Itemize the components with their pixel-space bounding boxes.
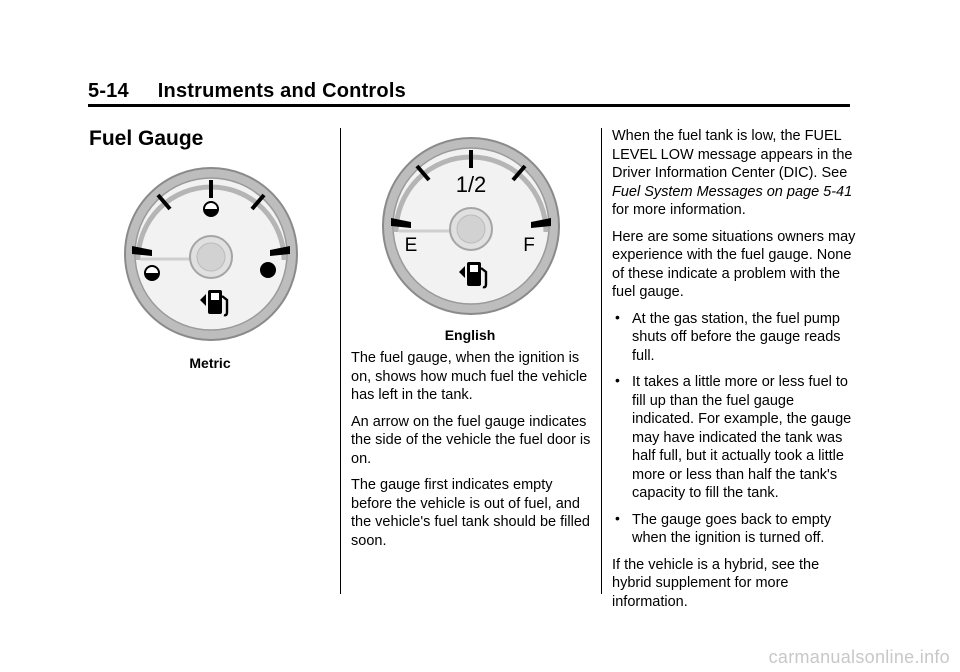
bullet-icon: • (615, 372, 620, 388)
bullet-icon: • (615, 308, 620, 325)
paragraph: Here are some situations owners may experience with the fuel gauge. None of these indicate a problem with the fuel gauge. (612, 228, 856, 300)
half-label: 1/2 (455, 172, 487, 197)
english-fuel-gauge-figure (373, 134, 569, 320)
bullet-icon: • (615, 509, 620, 526)
half-marker-icon (204, 202, 218, 216)
column-divider-left (340, 128, 341, 594)
paragraph: The gauge first indicates empty before the vehicle is out of fuel, and the vehicle's fuel tank should be filled soon. (351, 477, 590, 549)
empty-marker-icon (145, 266, 159, 280)
list-item: • It takes a little more or less fuel to fill up than the fuel gauge indicated. For example, the gauge may have indicated the tank was half full, but it actually took a little more or less than half the tank's capacity to fill the tank. (615, 372, 852, 501)
header-rule (88, 104, 850, 107)
full-marker-icon (260, 262, 276, 278)
paragraph: If the vehicle is a hybrid, see the hybrid supplement for more information. (612, 556, 820, 610)
column-divider-right (601, 128, 602, 594)
metric-fuel-gauge-figure (116, 166, 306, 346)
bullet-list (612, 310, 856, 548)
middle-column (351, 349, 591, 558)
page-header (88, 80, 406, 103)
section-title: Fuel Gauge (89, 127, 204, 150)
english-caption: English (444, 327, 496, 343)
empty-label: E (404, 235, 418, 256)
full-label: F (523, 235, 535, 256)
page-number: 5-14 (88, 80, 129, 102)
list-item: • At the gas station, the fuel pump shuts off before the gauge reads full. (615, 308, 841, 364)
paragraph: An arrow on the fuel gauge indicates the side of the vehicle the fuel door is on. (351, 413, 591, 467)
paragraph: When the fuel tank is low, the FUEL LEVEL LOW message appears in the Driver Information Center (DIC). See Fuel System Messages on page 5-41 for more information. (612, 128, 853, 218)
watermark: carmanualsonline.info (768, 647, 950, 667)
right-column (612, 127, 856, 619)
cross-reference-link[interactable]: Fuel System Messages on page 5-41 (612, 183, 853, 200)
list-item: • The gauge goes back to empty when the ignition is turned off. (615, 509, 832, 546)
paragraph: The fuel gauge, when the ignition is on, shows how much fuel the vehicle has left in the tank. (351, 350, 588, 403)
chapter-title: Instruments and Controls (157, 80, 406, 102)
metric-caption: Metric (189, 355, 231, 371)
